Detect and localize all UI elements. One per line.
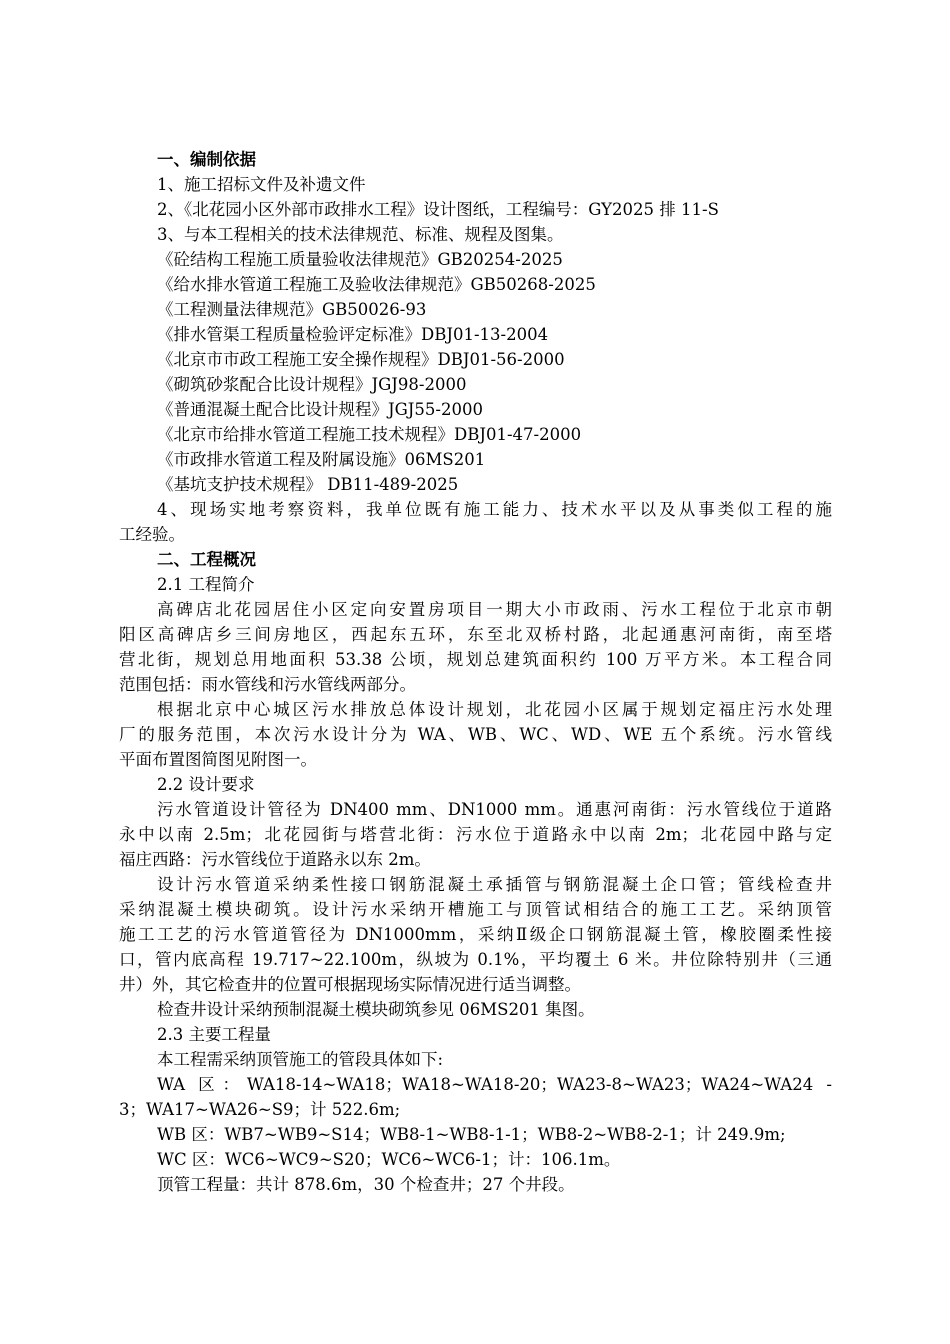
construction-paragraph-line: 口，管内底高程 19.717~22.100m，纵坡为 0.1%，平均覆土 6 米。井位除特别井（三通 — [119, 950, 832, 969]
overview-paragraph-line: 营北街，规划总用地面积 53.38 公顷，规划总建筑面积约 100 万平方米。本工程合同 — [119, 650, 832, 669]
wa-zone-line: 3；WA17~WA26~S9；计 522.6m; — [119, 1100, 401, 1119]
standard-item: 《市政排水管道工程及附属设施》06MS201 — [157, 450, 486, 469]
basis-item-4-line: 工经验。 — [119, 525, 185, 544]
design-paragraph-line: 永中以南 2.5m；北花园街与塔营北街：污水位于道路永中以南 2m；北花园中路与定 — [119, 825, 832, 844]
construction-paragraph-line: 设计污水管道采纳柔性接口钢筋混凝土承插管与钢筋混凝土企口管；管线检查井 — [157, 875, 832, 894]
planning-paragraph-line: 根据北京中心城区污水排放总体设计规划，北花园小区属于规划定福庄污水处理 — [157, 700, 832, 719]
section1-heading: 一、编制依据 — [157, 150, 256, 169]
manhole-paragraph: 检查井设计采纳预制混凝土模块砌筑参见 06MS201 集图。 — [157, 1000, 595, 1019]
subheading-2-3: 2.3 主要工程量 — [157, 1025, 271, 1044]
wa-zone-line: WA 区：WA18-14~WA18；WA18~WA18-20；WA23-8~WA23；WA24~WA24 - — [157, 1075, 832, 1094]
wc-zone-line: WC 区：WC6~WC9~S20；WC6~WC6-1；计：106.1m。 — [157, 1150, 621, 1169]
standard-item: 《北京市市政工程施工安全操作规程》DBJ01-56-2000 — [157, 350, 565, 369]
total-quantity-line: 顶管工程量：共计 878.6m，30 个检查井；27 个井段。 — [157, 1175, 575, 1194]
standard-item: 《排水管渠工程质量检验评定标准》DBJ01-13-2004 — [157, 325, 549, 344]
standard-item: 《砼结构工程施工质量验收法律规范》GB20254-2025 — [157, 250, 563, 269]
construction-paragraph-line: 井）外，其它检查井的位置可根据现场实际情况进行适当调整。 — [119, 975, 581, 994]
basis-item-1: 1、施工招标文件及补遗文件 — [157, 175, 366, 194]
document-page — [119, 147, 832, 1197]
subheading-2-1: 2.1 工程简介 — [157, 575, 255, 594]
construction-paragraph-line: 施工工艺的污水管道管径为 DN1000mm，采纳Ⅱ级企口钢筋混凝土管，橡胶圈柔性接 — [119, 925, 832, 944]
standard-item: 《工程测量法律规范》GB50026-93 — [157, 300, 427, 319]
design-paragraph-line: 污水管道设计管径为 DN400 mm、DN1000 mm。通惠河南街：污水管线位于道路 — [157, 800, 832, 819]
overview-paragraph-line: 范围包括：雨水管线和污水管线两部分。 — [119, 675, 416, 694]
design-paragraph-line: 福庄西路：污水管线位于道路永以东 2m。 — [119, 850, 431, 869]
basis-item-4-line: 4、现场实地考察资料，我单位既有施工能力、技术水平以及从事类似工程的施 — [157, 500, 832, 519]
standard-item: 《普通混凝土配合比设计规程》JGJ55-2000 — [157, 400, 483, 419]
planning-paragraph-line: 平面布置图简图见附图一。 — [119, 750, 317, 769]
basis-item-3: 3、与本工程相关的技术法律规范、标准、规程及图集。 — [157, 225, 564, 244]
section2-heading: 二、工程概况 — [157, 550, 256, 569]
construction-paragraph-line: 采纳混凝土模块砌筑。设计污水采纳开槽施工与顶管试相结合的施工工艺。采纳顶管 — [119, 900, 832, 919]
standard-item: 《给水排水管道工程施工及验收法律规范》GB50268-2025 — [157, 275, 596, 294]
overview-paragraph-line: 高碑店北花园居住小区定向安置房项目一期大小市政雨、污水工程位于北京市朝 — [157, 600, 832, 619]
standard-item: 《砌筑砂浆配合比设计规程》JGJ98-2000 — [157, 375, 467, 394]
basis-item-2: 2、《北花园小区外部市政排水工程》设计图纸，工程编号：GY2025 排 11-S — [157, 200, 719, 219]
standard-item: 《北京市给排水管道工程施工技术规程》DBJ01-47-2000 — [157, 425, 582, 444]
standard-item: 《基坑支护技术规程》 DB11-489-2025 — [157, 475, 459, 494]
quantity-intro: 本工程需采纳顶管施工的管段具体如下: — [157, 1050, 444, 1069]
subheading-2-2: 2.2 设计要求 — [157, 775, 255, 794]
overview-paragraph-line: 阳区高碑店乡三间房地区，西起东五环，东至北双桥村路，北起通惠河南街，南至塔 — [119, 625, 832, 644]
planning-paragraph-line: 厂的服务范围，本次污水设计分为 WA、WB、WC、WD、WE 五个系统。污水管线 — [119, 725, 832, 744]
wb-zone-line: WB 区：WB7~WB9~S14；WB8-1~WB8-1-1；WB8-2~WB8-2-1；计 249.9m; — [157, 1125, 786, 1144]
